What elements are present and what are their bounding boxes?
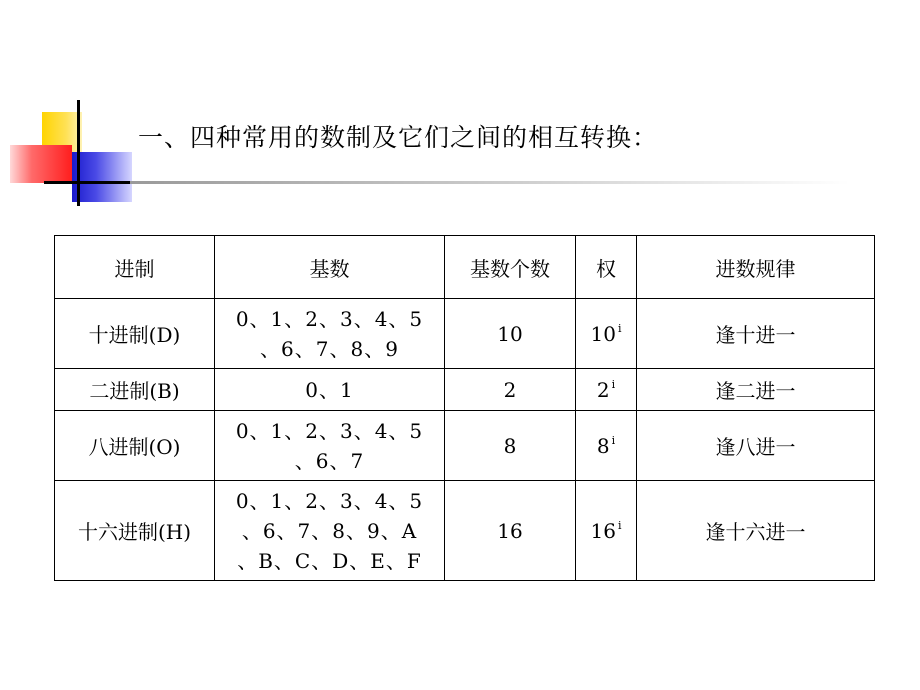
digits-line: 0、1、2、3、4、5 bbox=[235, 418, 424, 443]
carry-rule-cell: 逢二进一 bbox=[637, 369, 875, 411]
digits-cell bbox=[215, 411, 445, 481]
logo-vertical-line bbox=[77, 100, 80, 206]
system-name-cell bbox=[55, 481, 215, 581]
weight-base: 8 bbox=[596, 433, 610, 458]
header-system: 进制 bbox=[55, 236, 215, 299]
number-system-table bbox=[54, 235, 875, 581]
header-carry-rule: 进数规律 bbox=[637, 236, 875, 299]
weight-exponent: i bbox=[617, 518, 622, 532]
digits-line: 、B、C、D、E、F bbox=[237, 548, 422, 573]
digits-line: 、6、7、8、9、A bbox=[241, 518, 418, 543]
logo-horizontal-line bbox=[44, 181, 134, 184]
header-weight: 权 bbox=[576, 236, 637, 299]
digit-count-cell: 16 bbox=[445, 481, 576, 581]
weight-exponent: i bbox=[617, 321, 622, 335]
weight-cell bbox=[576, 299, 637, 369]
system-name: 八进制 bbox=[88, 435, 149, 459]
weight-cell bbox=[576, 411, 637, 481]
title-underline bbox=[130, 181, 850, 184]
table-header-row bbox=[55, 236, 875, 299]
system-name: 十进制 bbox=[88, 323, 149, 347]
digits-cell bbox=[215, 481, 445, 581]
digits-line: 0、1、2、3、4、5 bbox=[235, 306, 424, 331]
digits-line: 0、1、2、3、4、5 bbox=[235, 488, 424, 513]
system-name: 二进制 bbox=[89, 379, 150, 403]
logo-blue-square bbox=[72, 152, 132, 202]
carry-rule-cell: 逢十进一 bbox=[637, 299, 875, 369]
digits-cell bbox=[215, 369, 445, 411]
system-code: (O) bbox=[148, 435, 181, 459]
system-name-cell bbox=[55, 369, 215, 411]
digits-line: 、6、7 bbox=[294, 448, 365, 473]
digit-count-cell: 10 bbox=[445, 299, 576, 369]
weight-exponent: i bbox=[611, 377, 616, 391]
system-name-cell bbox=[55, 411, 215, 481]
decorative-logo bbox=[0, 0, 140, 220]
digit-count-cell: 8 bbox=[445, 411, 576, 481]
digits-line: 、6、7、8、9 bbox=[260, 336, 399, 361]
weight-cell bbox=[576, 369, 637, 411]
digit-count-cell: 2 bbox=[445, 369, 576, 411]
table-row-hexadecimal bbox=[55, 481, 875, 581]
logo-red-square bbox=[10, 145, 72, 183]
system-code: (H) bbox=[157, 520, 192, 544]
table-row-binary bbox=[55, 369, 875, 411]
system-name: 十六进制 bbox=[77, 520, 158, 544]
digits-line: 0、1 bbox=[305, 377, 354, 402]
header-digits: 基数 bbox=[215, 236, 445, 299]
weight-base: 16 bbox=[590, 518, 616, 543]
weight-cell bbox=[576, 481, 637, 581]
system-code: (B) bbox=[149, 379, 180, 403]
digits-cell bbox=[215, 299, 445, 369]
weight-exponent: i bbox=[611, 433, 616, 447]
weight-base: 2 bbox=[596, 377, 610, 402]
slide-title: 一、四种常用的数制及它们之间的相互转换： bbox=[138, 123, 659, 152]
carry-rule-cell: 逢八进一 bbox=[637, 411, 875, 481]
table-row-decimal bbox=[55, 299, 875, 369]
system-code: (D) bbox=[148, 323, 181, 347]
header-digit-count: 基数个数 bbox=[445, 236, 576, 299]
system-name-cell bbox=[55, 299, 215, 369]
table-row-octal bbox=[55, 411, 875, 481]
weight-base: 10 bbox=[590, 321, 616, 346]
carry-rule-cell: 逢十六进一 bbox=[637, 481, 875, 581]
